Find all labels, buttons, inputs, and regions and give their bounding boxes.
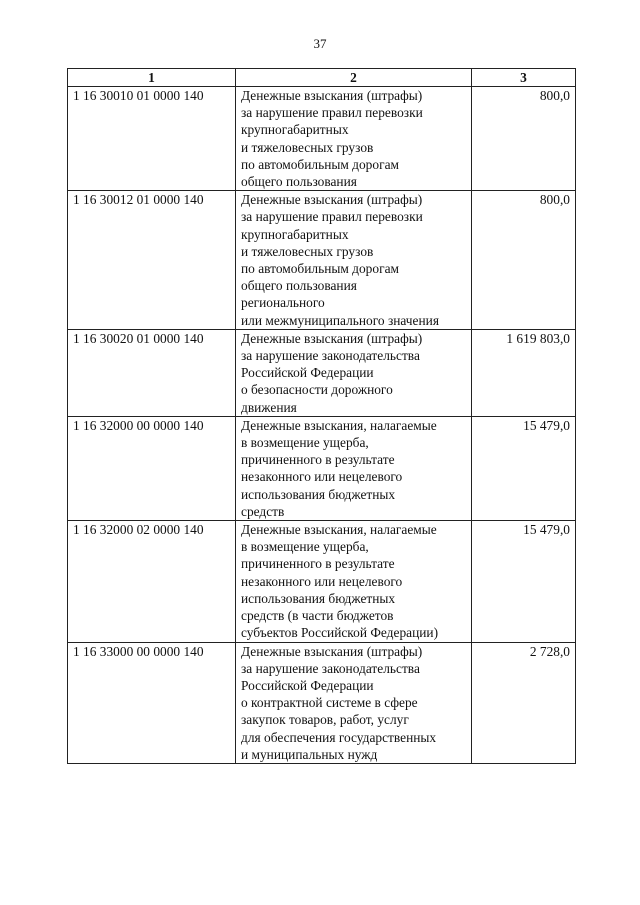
row-amount: 2 728,0	[472, 642, 576, 763]
row-code: 1 16 30010 01 0000 140	[68, 87, 236, 191]
row-amount: 800,0	[472, 87, 576, 191]
row-description: Денежные взыскания (штрафы) за нарушение правил перевозки крупногабаритных и тяжеловесных грузов по автомобильным дорогам общего пользования регионального или межмуниципального значения	[236, 191, 472, 330]
row-code: 1 16 32000 00 0000 140	[68, 416, 236, 520]
row-code: 1 16 33000 00 0000 140	[68, 642, 236, 763]
table-row	[68, 329, 576, 416]
row-code: 1 16 30020 01 0000 140	[68, 329, 236, 416]
row-amount: 15 479,0	[472, 521, 576, 642]
row-description: Денежные взыскания, налагаемые в возмещение ущерба, причиненного в результате незаконного или нецелевого использования бюджетных средств (в части бюджетов субъектов Российской Федерации)	[236, 521, 472, 642]
table-row	[68, 191, 576, 330]
row-amount: 1 619 803,0	[472, 329, 576, 416]
table-row	[68, 87, 576, 191]
column-header-code: 1	[68, 69, 236, 87]
row-amount: 15 479,0	[472, 416, 576, 520]
row-description: Денежные взыскания, налагаемые в возмещение ущерба, причиненного в результате незаконного или нецелевого использования бюджетных средств	[236, 416, 472, 520]
table-row	[68, 642, 576, 763]
table-row	[68, 416, 576, 520]
row-code: 1 16 32000 02 0000 140	[68, 521, 236, 642]
row-code: 1 16 30012 01 0000 140	[68, 191, 236, 330]
row-description: Денежные взыскания (штрафы) за нарушение законодательства Российской Федерации о контрактной системе в сфере закупок товаров, работ, услуг для обеспечения государственных и муниципальных нужд	[236, 642, 472, 763]
column-header-description: 2	[236, 69, 472, 87]
column-header-amount: 3	[472, 69, 576, 87]
page-number: 37	[313, 36, 327, 51]
table-row	[68, 521, 576, 642]
table-header-row	[68, 69, 576, 87]
row-description: Денежные взыскания (штрафы) за нарушение правил перевозки крупногабаритных и тяжеловесных грузов по автомобильным дорогам общего пользования	[236, 87, 472, 191]
row-description: Денежные взыскания (штрафы) за нарушение законодательства Российской Федерации о безопасности дорожного движения	[236, 329, 472, 416]
row-amount: 800,0	[472, 191, 576, 330]
budget-revenue-table	[67, 68, 576, 764]
